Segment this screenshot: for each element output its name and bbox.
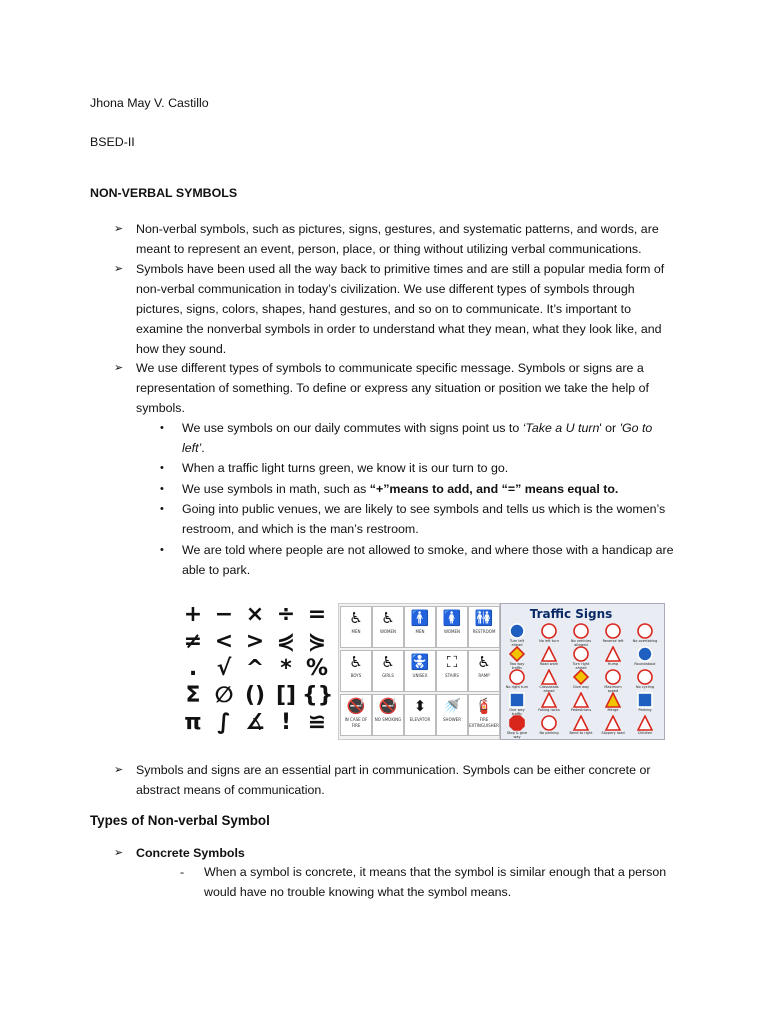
- symbols-image-strip: [178, 600, 663, 740]
- traffic-sign-icon: [573, 669, 589, 685]
- bullet-item-smoke-handicap: [160, 540, 675, 580]
- traffic-sign-caption: Falling rocks: [538, 708, 560, 712]
- arrow-bullet-icon: ➢: [114, 362, 124, 374]
- math-symbol: {}: [302, 683, 334, 708]
- math-symbol: ÷: [276, 602, 296, 627]
- restroom-sign: [468, 694, 500, 736]
- restroom-sign-icon: ♿: [349, 653, 363, 671]
- intro-item-3: [114, 358, 674, 418]
- intro-item-text: Non-verbal symbols, such as pictures, signs, gestures, and systematic patterns, and words, are meant to represent an event, person, place, or thing without utilizing verbal communications.: [136, 222, 659, 256]
- traffic-sign-icon: [605, 646, 621, 662]
- restroom-sign-icon: ♿: [349, 609, 363, 627]
- restroom-sign-icon: ♿: [381, 609, 395, 627]
- traffic-sign-caption: Parking: [638, 708, 652, 712]
- math-symbol: √: [216, 656, 232, 681]
- math-symbol: −: [214, 602, 234, 627]
- section-heading: NON-VERBAL SYMBOLS: [90, 186, 238, 200]
- math-symbol: Σ: [185, 683, 201, 708]
- intro-item-1: [114, 219, 674, 259]
- restroom-sign-label: WOMEN: [379, 629, 397, 634]
- bullet-text: [182, 418, 675, 458]
- traffic-sign-caption: Roundabout: [634, 662, 656, 666]
- math-symbol: []: [275, 683, 297, 708]
- arrow-bullet-icon: ➢: [114, 847, 124, 859]
- traffic-sign-caption: Children: [637, 731, 653, 735]
- intro-item-text: Symbols have been used all the way back to primitive times and are still a popular media form of non-verbal communication in today’s civilization. We use different types of symbols through pictures, signs, colors, shapes, hand gestures, and so on to communicate. It’s important to examine the nonverbal symbols in order to understand what they mean, what they look like, and how they sound.: [136, 262, 665, 356]
- bullet-text-part: .: [201, 441, 205, 455]
- traffic-sign-icon: [541, 715, 557, 731]
- concrete-definition-text: When a symbol is concrete, it means that the symbol is similar enough that a person would have no trouble knowing what the symbol means.: [204, 865, 667, 899]
- restroom-sign: [340, 606, 372, 648]
- traffic-sign-icon: [573, 646, 589, 662]
- traffic-sign-icon: [605, 715, 621, 731]
- intro-item-2: [114, 259, 674, 359]
- bullet-item-traffic-light: [160, 458, 675, 478]
- traffic-sign-caption: No overtaking: [632, 639, 658, 643]
- concrete-definition-item: [180, 862, 680, 902]
- math-symbol: ∡: [245, 710, 265, 735]
- restroom-sign-label: RAMP: [478, 673, 490, 678]
- traffic-sign-icon: [541, 692, 557, 708]
- restroom-sign-icon: 🚻: [474, 609, 494, 627]
- restroom-sign: [404, 694, 436, 736]
- restroom-sign: [340, 694, 372, 736]
- traffic-sign-icon: [509, 669, 525, 685]
- restroom-sign-label: MEN: [415, 629, 425, 634]
- restroom-sign: [436, 650, 468, 692]
- traffic-sign-caption: Turn left ahead: [509, 639, 525, 647]
- restroom-sign-icon: 🚺: [442, 609, 462, 627]
- summary-item: [114, 760, 674, 800]
- restroom-sign-icon: 🚭: [378, 697, 398, 715]
- restroom-sign: [436, 694, 468, 736]
- restroom-sign-icon: 🚭: [346, 697, 366, 715]
- restroom-sign-label: FIRE EXTINGUISHER: [469, 717, 499, 728]
- math-symbol: *: [280, 656, 292, 681]
- math-symbol: ^: [245, 656, 265, 681]
- bullet-text-part: We use symbols on our daily commutes with signs point us to: [182, 421, 523, 435]
- traffic-sign-caption: Hump: [607, 662, 619, 666]
- traffic-sign-caption: Bend to right: [569, 731, 593, 735]
- bullet-item-math: [160, 479, 675, 499]
- restroom-sign: [468, 606, 500, 648]
- math-symbol: +: [183, 602, 203, 627]
- restroom-sign: [372, 650, 404, 692]
- bullet-text-part: ' or: [599, 421, 620, 435]
- arrow-bullet-icon: ➢: [114, 223, 124, 235]
- restroom-sign-label: SHOWER: [443, 717, 461, 722]
- course-label: BSED-II: [90, 135, 135, 149]
- traffic-sign-caption: Give way: [572, 685, 590, 689]
- traffic-sign-caption: Slippery road: [601, 731, 625, 735]
- traffic-sign-caption: One way traffic: [509, 708, 525, 716]
- traffic-sign-icon: [541, 623, 557, 639]
- restroom-sign: [372, 694, 404, 736]
- restroom-sign: [372, 606, 404, 648]
- restroom-sign-label: NO SMOKING: [374, 717, 402, 722]
- math-symbol: !: [280, 710, 292, 735]
- math-symbol: π: [184, 710, 202, 735]
- traffic-sign-icon: [605, 692, 621, 708]
- restroom-sign-icon: 🚿: [442, 697, 462, 715]
- traffic-sign-icon: [637, 692, 653, 708]
- bullet-text: [182, 479, 675, 499]
- restroom-signs-image: [338, 603, 500, 740]
- restroom-sign-label: STAIRS: [445, 673, 459, 678]
- dot-bullet-icon: •: [160, 422, 164, 434]
- math-symbols-image: [178, 600, 335, 740]
- traffic-sign-icon: [637, 715, 653, 731]
- restroom-sign-icon: ⛶: [446, 653, 458, 671]
- restroom-sign-label: MEN: [351, 629, 361, 634]
- bullet-em-uturn: ‘Take a U turn: [522, 421, 600, 435]
- math-symbol: ∫: [217, 710, 231, 735]
- restroom-sign-icon: ♿: [477, 653, 491, 671]
- traffic-sign-icon: [509, 623, 525, 639]
- traffic-sign-icon: [509, 715, 525, 731]
- traffic-sign-icon: [637, 623, 653, 639]
- bullet-text: We are told where people are not allowed to smoke, and where those with a handicap are able to park.: [182, 543, 674, 577]
- traffic-sign-icon: [509, 692, 525, 708]
- traffic-sign-icon: [509, 646, 525, 662]
- math-symbol: ≌: [307, 710, 327, 735]
- math-symbol: (): [244, 683, 266, 708]
- traffic-sign-caption: No cycling: [635, 685, 655, 689]
- traffic-sign-icon: [541, 669, 557, 685]
- bullet-em-left: 'Go to left’: [182, 421, 653, 455]
- restroom-sign-icon: ♿: [381, 653, 395, 671]
- restroom-sign: [404, 650, 436, 692]
- restroom-sign-label: ELEVATOR: [409, 717, 431, 722]
- traffic-sign-icon: [573, 623, 589, 639]
- traffic-sign-caption: No left turn: [539, 639, 559, 643]
- concrete-symbols-label: Concrete Symbols: [136, 846, 245, 860]
- dash-marker: -: [180, 865, 185, 879]
- traffic-sign-caption: Maximum speed: [604, 685, 622, 693]
- arrow-bullet-icon: ➢: [114, 263, 124, 275]
- traffic-sign-caption: Pedestrians: [570, 708, 592, 712]
- traffic-sign-icon: [573, 692, 589, 708]
- traffic-sign-icon: [605, 669, 621, 685]
- restroom-sign-label: GIRLS: [382, 673, 394, 678]
- bullet-text: When a traffic light turns green, we know it is our turn to go.: [182, 461, 509, 475]
- bullet-text-part: We use symbols in math, such as: [182, 482, 370, 496]
- traffic-signs-title: Traffic Signs: [529, 607, 613, 621]
- traffic-sign-caption: Stop & give way: [506, 731, 528, 739]
- math-symbol: ×: [245, 602, 265, 627]
- restroom-sign-icon: ⬍: [413, 697, 427, 715]
- traffic-sign-icon: [573, 715, 589, 731]
- traffic-sign-icon: [605, 623, 621, 639]
- traffic-sign-caption: Two way traffic: [509, 662, 525, 670]
- restroom-sign-icon: 🚹: [410, 609, 430, 627]
- math-symbol: ≠: [183, 629, 203, 654]
- bullet-item-commute: [160, 418, 675, 458]
- summary-text: Symbols and signs are an essential part in communication. Symbols can be either concrete or abstract means of communication.: [136, 763, 651, 797]
- bullet-item-restroom: [160, 499, 675, 539]
- dot-bullet-icon: •: [160, 503, 164, 515]
- bullet-bold-math: “+”means to add, and “=” means equal to.: [369, 482, 619, 496]
- dot-bullet-icon: •: [160, 462, 164, 474]
- traffic-sign-caption: Road work: [539, 662, 559, 666]
- math-symbol: ⋟: [307, 629, 327, 654]
- restroom-sign-label: WOMEN: [443, 629, 461, 634]
- math-symbol: <: [214, 629, 234, 654]
- dot-bullet-icon: •: [160, 483, 164, 495]
- restroom-sign: [436, 606, 468, 648]
- math-symbol: %: [305, 656, 329, 681]
- types-subheading: Types of Non-verbal Symbol: [90, 813, 270, 828]
- author-name: Jhona May V. Castillo: [90, 96, 209, 110]
- traffic-sign-caption: Crossroads ahead: [539, 685, 559, 693]
- concrete-symbols-item: [114, 843, 674, 863]
- restroom-sign-label: BOYS: [350, 673, 362, 678]
- bullet-text: Going into public venues, we are likely to see symbols and tells us which is the women’s restroom, and which is the man’s restroom.: [182, 502, 666, 536]
- arrow-bullet-icon: ➢: [114, 764, 124, 776]
- traffic-sign-caption: No parking: [539, 731, 559, 735]
- traffic-sign-caption: No right turn: [505, 685, 529, 689]
- traffic-sign-icon: [637, 646, 653, 662]
- restroom-sign-label: UNISEX: [412, 673, 428, 678]
- traffic-sign-caption: No vehicles allowed: [570, 639, 592, 647]
- restroom-sign: [468, 650, 500, 692]
- math-symbol: >: [245, 629, 265, 654]
- restroom-sign-icon: 🚼: [410, 653, 430, 671]
- math-symbol: ∅: [214, 683, 234, 708]
- restroom-sign-label: IN CASE OF FIRE: [344, 717, 368, 728]
- math-symbol: ⋞: [276, 629, 296, 654]
- traffic-sign-caption: Turn right ahead: [572, 662, 590, 670]
- traffic-signs-image: [500, 603, 665, 740]
- math-symbol: =: [307, 602, 327, 627]
- restroom-sign: [404, 606, 436, 648]
- intro-item-text: We use different types of symbols to communicate specific message. Symbols or signs are a representation of something. To define or express any situation or position we take the help of symbols.: [136, 361, 649, 415]
- traffic-sign-caption: Reverse left: [602, 639, 624, 643]
- traffic-sign-icon: [637, 669, 653, 685]
- restroom-sign: [340, 650, 372, 692]
- restroom-sign-label: RESTROOM: [472, 629, 496, 634]
- math-symbol: .: [188, 656, 198, 681]
- traffic-sign-icon: [541, 646, 557, 662]
- traffic-sign-caption: Merge: [607, 708, 619, 712]
- restroom-sign-icon: 🧯: [474, 697, 494, 715]
- dot-bullet-icon: •: [160, 544, 164, 556]
